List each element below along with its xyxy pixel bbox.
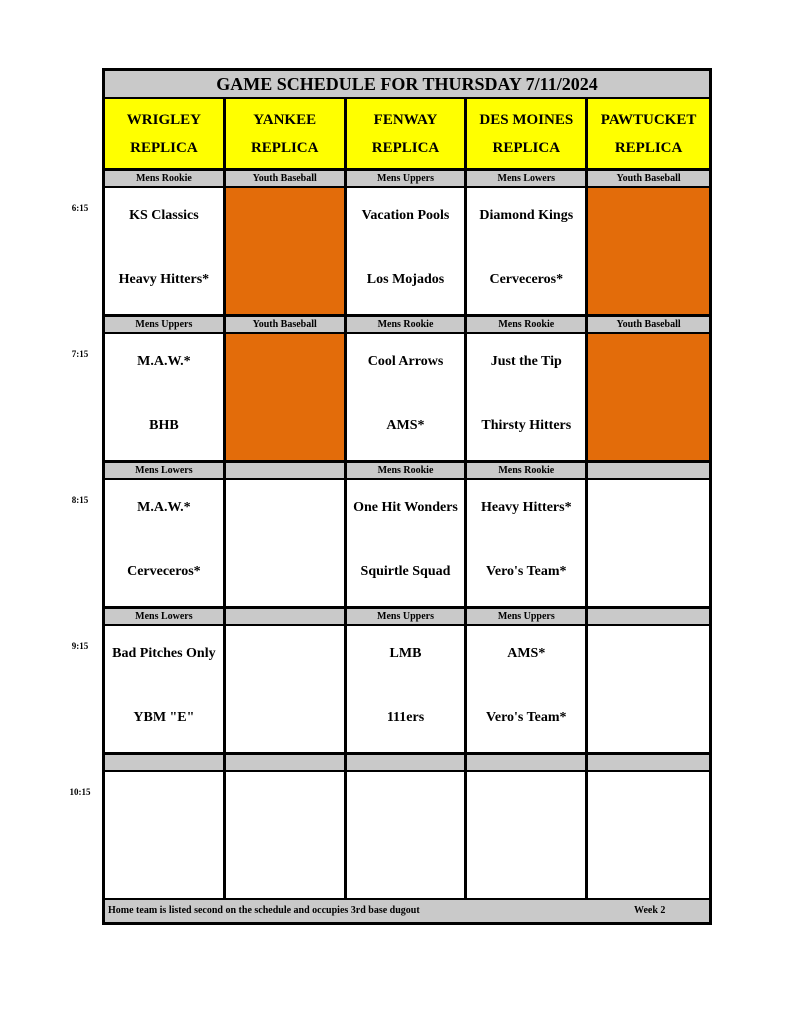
game-cell <box>105 626 226 755</box>
away-team: KS Classics <box>129 208 199 223</box>
division-label: Youth Baseball <box>588 317 709 334</box>
away-team: M.A.W.* <box>137 500 191 515</box>
away-team: Just the Tip <box>490 354 562 369</box>
game-row <box>105 626 709 755</box>
away-team: M.A.W.* <box>137 354 191 369</box>
game-cell <box>347 334 468 463</box>
game-cell <box>226 772 347 901</box>
field-header <box>588 99 709 171</box>
game-cell <box>467 772 588 901</box>
away-team: LMB <box>389 646 422 661</box>
game-cell <box>105 188 226 317</box>
game-cell <box>226 626 347 755</box>
field-header-row <box>105 99 709 171</box>
division-label <box>105 755 226 772</box>
away-team: Cool Arrows <box>367 354 444 369</box>
division-label <box>226 609 347 626</box>
field-header <box>226 99 347 171</box>
game-cell <box>467 188 588 317</box>
away-team: Diamond Kings <box>479 208 574 223</box>
division-label: Youth Baseball <box>588 171 709 188</box>
division-label: Mens Lowers <box>105 463 226 480</box>
division-row <box>105 463 709 480</box>
field-header <box>467 99 588 171</box>
game-cell <box>105 334 226 463</box>
game-cell <box>226 480 347 609</box>
game-cell <box>347 626 468 755</box>
time-slot-label: 9:15 <box>71 641 89 651</box>
game-row <box>105 334 709 463</box>
time-slot-label: 7:15 <box>71 349 89 359</box>
division-label <box>347 755 468 772</box>
home-team: Squirtle Squad <box>360 564 451 579</box>
field-name: FENWAY <box>373 111 438 128</box>
home-team-note: Home team is listed second on the schedule and occupies 3rd base dugout <box>108 905 420 916</box>
field-header <box>105 99 226 171</box>
division-label: Mens Uppers <box>347 609 468 626</box>
schedule-title: GAME SCHEDULE FOR THURSDAY 7/11/2024 <box>105 71 709 99</box>
division-label: Mens Uppers <box>347 171 468 188</box>
home-team: Cerveceros* <box>127 564 201 579</box>
game-cell <box>588 626 709 755</box>
home-team: Cerveceros* <box>489 272 564 287</box>
division-label: Mens Lowers <box>105 609 226 626</box>
division-row <box>105 609 709 626</box>
blocked-game-cell <box>588 334 709 463</box>
field-type: REPLICA <box>614 139 683 156</box>
division-label <box>588 755 709 772</box>
division-label <box>588 463 709 480</box>
field-name: DES MOINES <box>479 111 574 128</box>
division-row <box>105 171 709 188</box>
away-team: Heavy Hitters* <box>480 500 572 515</box>
time-slot-label: 10:15 <box>69 787 91 797</box>
home-team: Vero's Team* <box>486 710 567 725</box>
home-team: Vero's Team* <box>486 564 567 579</box>
blocked-game-cell <box>226 334 347 463</box>
schedule-table <box>102 68 712 925</box>
home-team: AMS* <box>386 418 425 433</box>
division-label <box>226 755 347 772</box>
field-type: REPLICA <box>250 139 319 156</box>
game-row <box>105 772 709 901</box>
field-name: YANKEE <box>253 111 317 128</box>
division-label: Mens Rookie <box>347 317 468 334</box>
division-label: Mens Rookie <box>467 317 588 334</box>
division-row <box>105 755 709 772</box>
home-team: BHB <box>149 418 179 433</box>
home-team: Heavy Hitters* <box>118 272 210 287</box>
field-name: PAWTUCKET <box>600 111 697 128</box>
division-label: Youth Baseball <box>226 171 347 188</box>
away-team: Vacation Pools <box>361 208 450 223</box>
blocked-game-cell <box>226 188 347 317</box>
game-cell <box>588 772 709 901</box>
division-row <box>105 317 709 334</box>
week-label: Week 2 <box>634 905 666 916</box>
home-team: 111ers <box>386 710 425 725</box>
game-cell <box>467 334 588 463</box>
game-row <box>105 188 709 317</box>
division-label <box>588 609 709 626</box>
division-label: Youth Baseball <box>226 317 347 334</box>
division-label: Mens Rookie <box>347 463 468 480</box>
field-type: REPLICA <box>371 139 440 156</box>
game-cell <box>588 480 709 609</box>
field-type: REPLICA <box>492 139 561 156</box>
away-team: Bad Pitches Only <box>112 646 216 661</box>
division-label: Mens Uppers <box>105 317 226 334</box>
field-name: WRIGLEY <box>126 111 201 128</box>
field-header <box>347 99 468 171</box>
time-slot-label: 6:15 <box>71 203 89 213</box>
home-team: Los Mojados <box>366 272 445 287</box>
field-type: REPLICA <box>130 139 198 156</box>
footer-bar <box>105 900 709 922</box>
game-cell <box>347 188 468 317</box>
away-team: One Hit Wonders <box>353 500 458 515</box>
game-cell <box>105 480 226 609</box>
away-team: AMS* <box>507 646 546 661</box>
division-label: Mens Rookie <box>467 463 588 480</box>
game-cell <box>467 480 588 609</box>
division-label: Mens Uppers <box>467 609 588 626</box>
game-cell <box>467 626 588 755</box>
division-label: Mens Rookie <box>105 171 226 188</box>
home-team: YBM "E" <box>133 710 195 725</box>
division-label <box>467 755 588 772</box>
division-label: Mens Lowers <box>467 171 588 188</box>
home-team: Thirsty Hitters <box>481 418 572 433</box>
blocked-game-cell <box>588 188 709 317</box>
game-cell <box>105 772 226 901</box>
division-label <box>226 463 347 480</box>
time-slot-label: 8:15 <box>71 495 89 505</box>
game-cell <box>347 772 468 901</box>
game-cell <box>347 480 468 609</box>
game-row <box>105 480 709 609</box>
